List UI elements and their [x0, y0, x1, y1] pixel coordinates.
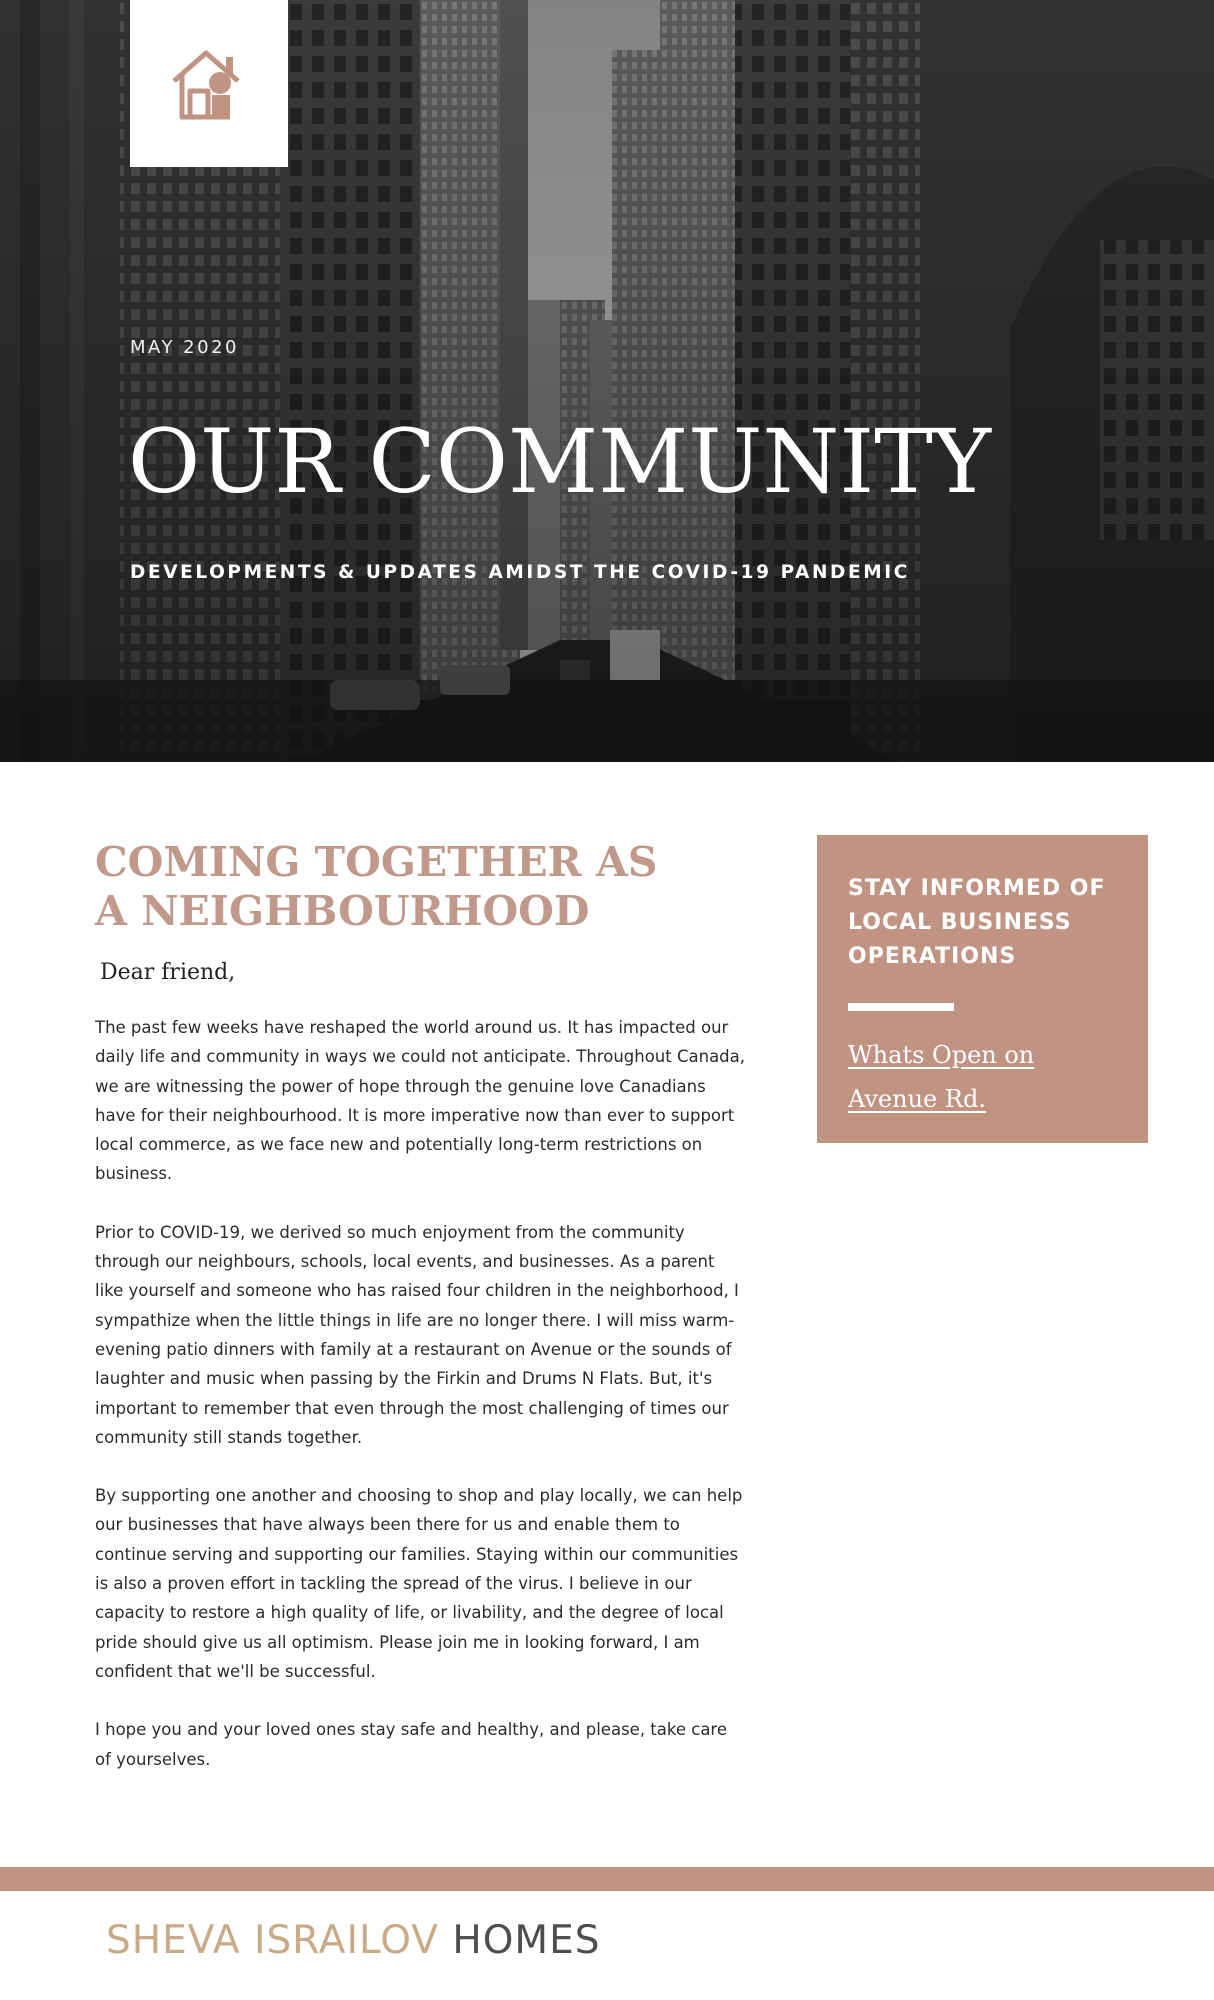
- article-body: [95, 1013, 745, 1803]
- brand-wordmark: [106, 1918, 600, 1963]
- article-paragraph: By supporting one another and choosing to shop and play locally, we can help our businesses that have always been there for us and enable them to continue serving and supporting our families. Staying within our communities is also a proven effort in tackling the spread of the virus. I believe in our capacity to restore a high quality of life, or livability, and the degree of local pride should give us all optimism. Please join me in looking forward, I am confident that we'll be successful.: [95, 1486, 743, 1681]
- whats-open-link[interactable]: Whats Open on Avenue Rd.: [848, 1041, 1035, 1113]
- salutation: Dear friend,: [100, 960, 236, 985]
- hero-banner: [0, 0, 1214, 762]
- article-headline: COMING TOGETHER AS A NEIGHBOURHOOD: [95, 838, 658, 935]
- brand-name: SHEVA ISRAILOV: [106, 1918, 439, 1963]
- article-paragraph: The past few weeks have reshaped the world around us. It has impacted our daily life and community in ways we could not anticipate. Throughout Canada, we are witnessing the power of hope through the genuine love Canadians have for their neighbourhood. It is more imperative now than ever to support local commerce, as we face new and potentially long-term restrictions on business.: [95, 1018, 746, 1184]
- hero-subtitle: DEVELOPMENTS & UPDATES AMIDST THE COVID-19 PANDEMIC: [130, 562, 910, 583]
- footer-band: [0, 1867, 1214, 1891]
- sidebar-heading: STAY INFORMED OF LOCAL BUSINESS OPERATIONS: [848, 876, 1106, 969]
- info-sidebar: [817, 835, 1148, 1143]
- brand-suffix: HOMES: [452, 1918, 601, 1963]
- house-icon: [168, 43, 250, 125]
- issue-date: MAY 2020: [130, 337, 239, 358]
- sidebar-divider: [848, 1003, 954, 1011]
- logo-box: [130, 0, 288, 167]
- article-paragraph: I hope you and your loved ones stay safe and healthy, and please, take care of yourselves.: [95, 1720, 728, 1769]
- article-paragraph: Prior to COVID-19, we derived so much enjoyment from the community through our neighbours, schools, local events, and businesses. As a parent like yourself and someone who has raised four children in the neighborhood, I sympathize when the little things in life are no longer there. I will miss warm-evening patio dinners with family at a restaurant on Avenue or the sounds of laughter and music when passing by the Firkin and Drums N Flats. But, it's important to remember that even through the most challenging of times our community still stands together.: [95, 1222, 739, 1447]
- hero-title: OUR COMMUNITY: [128, 410, 991, 513]
